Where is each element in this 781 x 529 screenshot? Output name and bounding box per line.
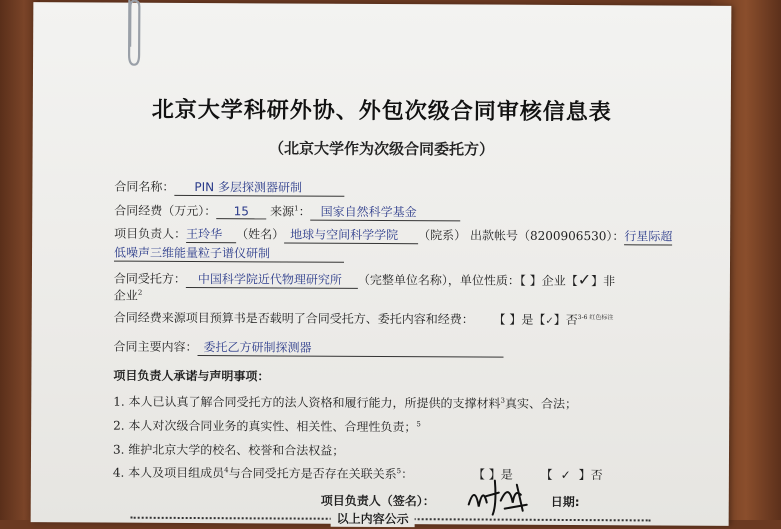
- contract-name-row: [114, 178, 344, 197]
- main-content-row: [114, 338, 504, 358]
- pledge-item-4-mark: 4: [224, 466, 229, 475]
- contract-fee-label: 合同经费（万元）：: [114, 203, 217, 219]
- budget-question-row: [114, 309, 614, 329]
- budget-question: 合同经费来源项目预算书是否载明了合同受托方、委托内容和经费：: [113, 310, 474, 327]
- department-suffix: （院系）: [418, 228, 467, 243]
- pledge-item-3: 3. 维护北京大学的校名、校誉和合法权益；: [112, 442, 345, 458]
- source-footnote-mark: 1: [294, 204, 299, 213]
- signature-label: 项目负责人（签名）：: [320, 493, 435, 509]
- recipient-row: [114, 268, 615, 291]
- publicity-note: 以上内容公示: [331, 510, 415, 527]
- recipient-value: 中国科学院近代物理研究所: [186, 270, 358, 289]
- date-label: 日期:: [550, 494, 580, 510]
- main-content-label: 合同主要内容：: [113, 339, 198, 355]
- source-colon: ：: [298, 204, 311, 219]
- department-value: 地球与空间科学学院: [284, 225, 418, 244]
- budget-no-option: 】否: [553, 312, 578, 328]
- enterprise-option: 】企业【: [529, 273, 578, 289]
- pledge-item-4-tail: 与合同受托方是否存在关联关系: [228, 466, 397, 482]
- budget-yes-option: 【 】是【: [493, 312, 546, 327]
- contract-name-value: PIN 多层探测器研制: [174, 178, 344, 197]
- project-name-line1: 行星际超: [624, 229, 673, 244]
- project-name-line2: 低噪声三维能量粒子谱仪研制: [114, 244, 344, 263]
- document-title: 北京大学科研外协、外包次级合同审核信息表: [151, 97, 612, 126]
- source-label: 来源: [270, 204, 295, 219]
- main-content-value: 委托乙方研制探测器: [198, 338, 504, 358]
- pledge-item-4-text: 4. 本人及项目组成员: [112, 465, 225, 481]
- contract-fee-value: 15: [216, 204, 266, 219]
- pledge-item-2: [113, 417, 421, 436]
- pledge-item-4-no-open: 【: [540, 467, 553, 482]
- handwritten-signature: [461, 474, 541, 518]
- non-enterprise-option: 】非: [591, 274, 616, 289]
- pledge-item-1: [113, 393, 577, 412]
- pledge-item-1-mark: 3: [500, 396, 506, 405]
- budget-checkmark: ✓: [545, 315, 554, 327]
- leader-label: 项目负责人：: [114, 226, 187, 241]
- pledge-heading: 项目负责人承诺与声明事项：: [113, 368, 270, 384]
- contract-fee-row: [114, 202, 460, 222]
- pledge-item-1-tail: 真实、合法；: [504, 396, 578, 412]
- project-leader-row: [114, 225, 672, 246]
- recipient-label: 合同受托方：: [113, 271, 186, 286]
- pledge-item-4-colon: ：: [401, 467, 414, 482]
- pledge-item-1-text: 1. 本人已认真了解合同受托方的法人资格和履行能力，所提供的支撑材料: [113, 394, 501, 411]
- document-page: [31, 2, 732, 526]
- recipient-row-2: [114, 287, 143, 304]
- account-label: 出款帐号（8200906530）：: [469, 228, 625, 244]
- pledge-item-4-mark2: 5: [396, 467, 402, 476]
- source-value: 国家自然科学基金: [311, 203, 461, 222]
- leader-name-value: 王玲华: [186, 225, 236, 243]
- non-enterprise-checkmark: ✓: [577, 270, 592, 290]
- pledge-item-4-checkmark: ✓: [560, 467, 571, 482]
- pledge-item-2-mark: 5: [416, 420, 421, 429]
- leader-name-suffix: （姓名）: [236, 227, 285, 242]
- non-enterprise-footnote-mark: 2: [137, 288, 143, 297]
- pledge-item-4-yes: 【 】是: [472, 467, 513, 482]
- document-subtitle: （北京大学作为次级合同委托方）: [269, 139, 495, 159]
- budget-note: 3-6 红色标注: [577, 314, 614, 322]
- paperclip-icon: [123, 0, 145, 69]
- project-name-row-2: [114, 244, 344, 263]
- pledge-item-4-no-close: 】否: [578, 468, 603, 483]
- contract-name-label: 合同名称：: [114, 179, 175, 194]
- non-enterprise-text: 企业: [113, 288, 138, 303]
- pledge-item-2-text: 2. 本人对次级合同业务的真实性、相关性、合理性负责；: [113, 418, 417, 435]
- recipient-suffix: （完整单位名称），单位性质：【: [357, 272, 526, 288]
